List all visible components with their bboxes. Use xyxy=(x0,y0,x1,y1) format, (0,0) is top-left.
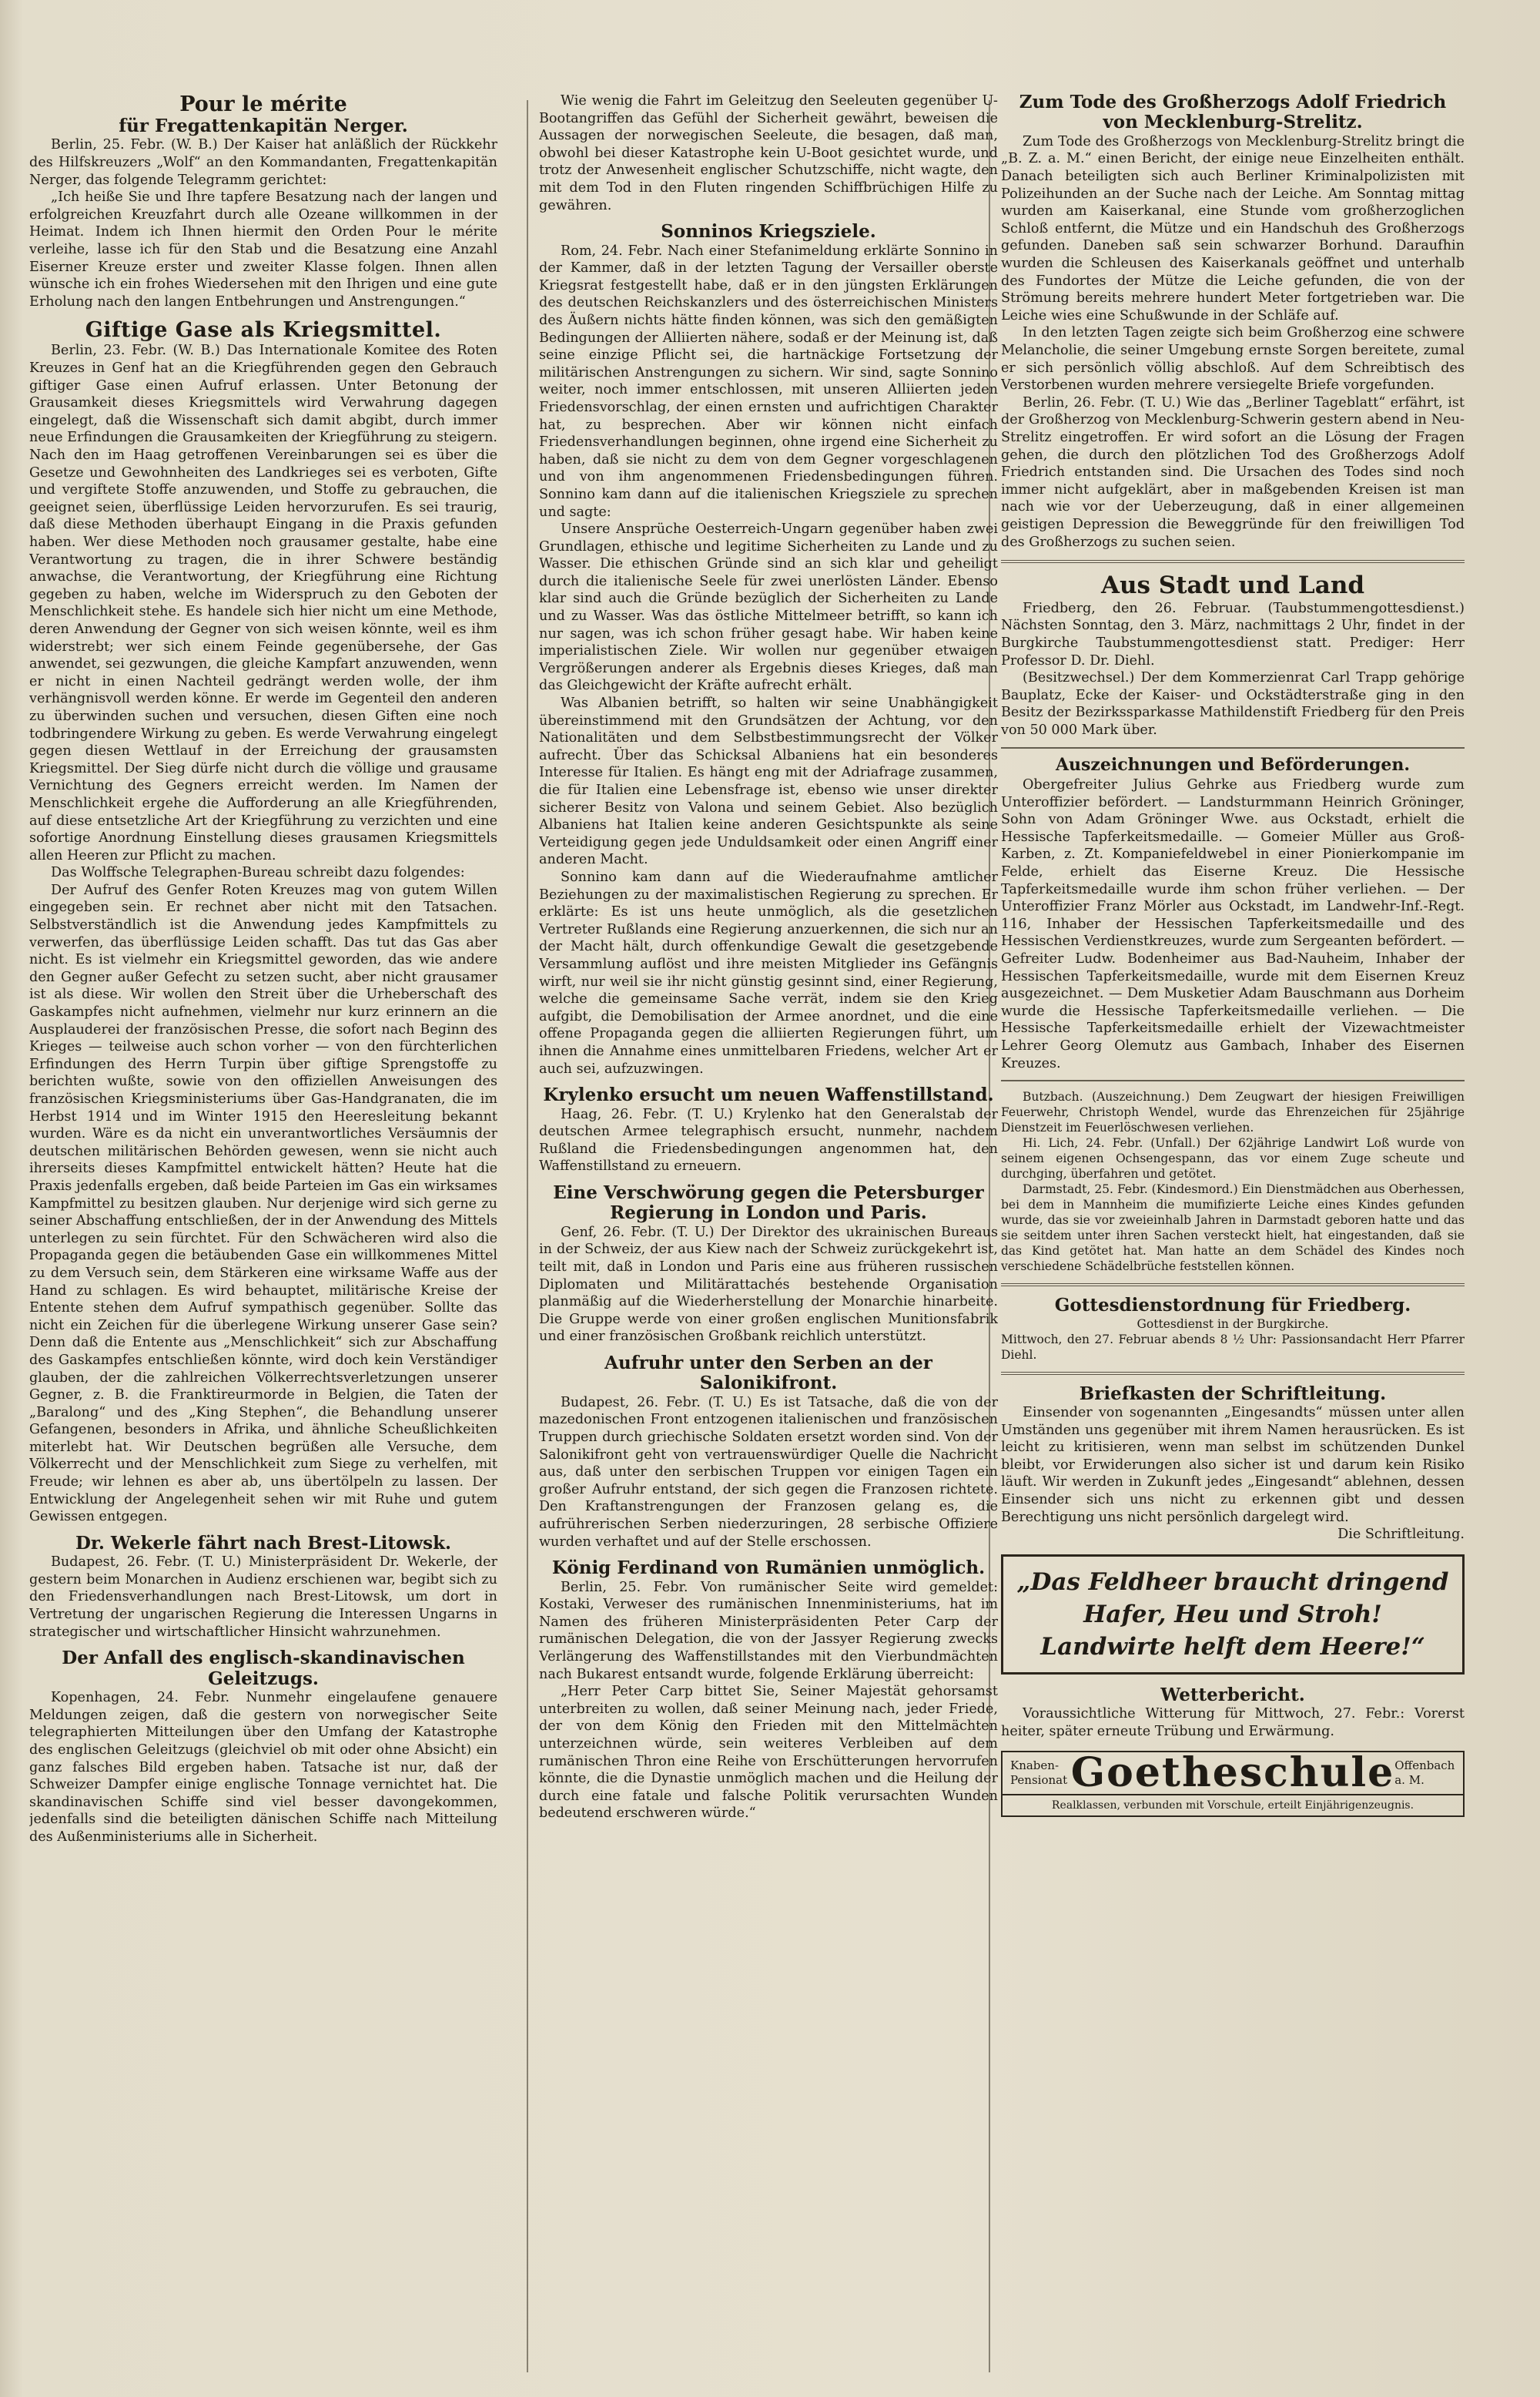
column-1 xyxy=(29,92,497,1846)
section-rule xyxy=(1001,1372,1465,1375)
section-rule xyxy=(1001,560,1465,563)
column-2 xyxy=(539,92,998,1822)
headline: Pour le mérite xyxy=(179,92,347,116)
section-title: Wetterbericht. xyxy=(1160,1684,1305,1705)
section-auszeichnungen xyxy=(1001,756,1465,1073)
column-3 xyxy=(1001,92,1465,1817)
headline: Krylenko ersucht um neuen Waffenstillstand. xyxy=(543,1085,994,1106)
article-geleitzug-continued xyxy=(539,92,998,214)
paragraph: „Ich heiße Sie und Ihre tapfere Besatzung nach der langen und erfolgreichen Kreuzfahrt durch alle Ozeane willkommen in der Heimat. Indem ich Ihnen hiermit den Orden Pour le mérite verleihe, lasse ich für den Stab und die Besatzung eine Anzahl Eiserner Kreuze erster und zweiter Klasse folgen. Ihnen allen wünsche ich ein frohes Wiedersehen mit den Ihrigen und eine gute Erholung nach den langen Entbehrungen und Anstrengungen.“ xyxy=(29,189,497,310)
paragraph: Berlin, 23. Febr. (W. B.) Das Internationale Komitee des Roten Kreuzes in Genf hat an die Kriegführenden gegen den Gebrauch giftiger Gase einen Aufruf erlassen. Unter Betonung der Grausamkeit dieses Kriegsmittels wird Verwahrung dagegen eingelegt, daß die Wissenschaft sich damit abgibt, durch immer neue Erfindungen die Grausamkeiten der Kriegführung zu steigern. Nach den im Haag getroffenen Vereinbarungen sei es über die Gesetze und Gewohnheiten des Landkrieges sei es verboten, Gifte und vergiftete Stoffe anzuwenden, und Stoffe zu gebrauchen, die geeignet seien, überflüssige Leiden hervorzurufen. Es sei traurig, daß diese Methoden überhaupt Eingang in die Praxis gefunden haben. Wer diese Methoden noch grausamer gestalte, habe eine Verantwortung zu tragen, die in ihrer Schwere beständig anwachse, die Verantwortung, der Kriegführung eine Richtung gegeben zu haben, welche im Widerspruch zu den Geboten der Menschlichkeit stehe. Es handele sich hier nicht um eine Methode, deren Anwendung der Gegner von sich weisen könnte, weil es ihm widerstrebt; wer sich einem Feinde gegenübersehe, der Gas anwendet, sei gezwungen, die gleiche Kampfart anzuwenden, wenn er nicht in einen Nachteil gedrängt werden wolle, der ihm verhängnisvoll werden könne. Er werde im Gegenteil den anderen zu überwinden suchen und versuchen, diesen Giften eine noch todbringendere Wirkung zu geben. Es werde Verwahrung eingelegt gegen diesen Wettlauf in der Erreichung der grausamsten Kriegsmittel. Der Sieg dürfe nicht durch die völlige und grausame Vernichtung des Gegners erreicht werden. Im Namen der Menschlichkeit ergehe die Aufforderung an alle Kriegführenden, auf diese entsetzliche Art der Kriegführung zu verzichten und eine sofortige Anordnung Einstellung dieses grausamen Kriegsmittels allen Heeren zur Pflicht zu machen. xyxy=(29,343,497,863)
section-local-news xyxy=(1001,1089,1465,1274)
paragraph: Budapest, 26. Febr. (T. U.) Es ist Tatsache, daß die von der mazedonischen Front entzogenen italienischen und französischen Truppen durch griechische Soldaten ersetzt worden sind. Von der Salonikifront geht von vertrauenswürdiger Quelle die Nachricht aus, daß unter den serbischen Truppen vor einigen Tagen ein großer Aufruhr entstand, der sich gegen die Franzosen richtete. Den Kraftanstrengungen der Franzosen gelang es, die aufrührerischen Serben niederzuringen, 28 serbische Offiziere wurden verhaftet und auf der Stelle erschossen. xyxy=(539,1394,998,1550)
paragraph: Voraussichtliche Witterung für Mittwoch, 27. Febr.: Vorerst heiter, später erneute Trübung und Erwärmung. xyxy=(1001,1706,1465,1739)
article-pour-le-merite xyxy=(29,92,497,310)
article-wekerle xyxy=(29,1534,497,1641)
article-grossherzog xyxy=(1001,92,1465,551)
paragraph: „Herr Peter Carp bittet Sie, Seiner Majestät gehorsamst unterbreiten zu wollen, daß seiner Meinung nach, jeder Friede, der von dem König den Frieden mit den Mittelmächten unterzeichnen würde, sein weiteres Verbleiben auf dem rumänischen Thron eine Reihe von Erschütterungen hervorrufen könnte, die die Dynastie unmöglich machen und die Heilung der durch eine fatale und falsche Politik verursachten Wunden bedeutend erschweren würde.“ xyxy=(539,1684,998,1822)
paragraph: Einsender von sogenannten „Eingesandts“ müssen unter allen Umständen uns gegenüber mit ihrem Namen herausrücken. Es ist leicht zu kritisieren, wenn man selbst im schützenden Dunkel bleibt, vor Erwiderungen also sicher ist und darum kein Risiko läuft. Wir werden in Zukunft jedes „Eingesandt“ ablehnen, dessen Einsender sich uns nicht zu erkennen gibt und dessen Berechtigung uns nicht persönlich dargelegt wird. xyxy=(1001,1405,1465,1525)
ad-left-text: Knaben-Pensionat xyxy=(1010,1758,1068,1788)
section-title: Gottesdienstordnung für Friedberg. xyxy=(1054,1295,1411,1316)
headline: Eine Verschwörung gegen die Petersburger Regierung in London und Paris. xyxy=(553,1182,984,1224)
ad-right-text: Offenbach a. M. xyxy=(1394,1758,1455,1788)
advertisement-goetheschule xyxy=(1001,1751,1465,1795)
paragraph: In den letzten Tagen zeigte sich beim Großherzog eine schwere Melancholie, die seiner Umgebung ernste Sorgen bereitete, zumal er sich persönlich völlig abschloß. Auf dem Schreibtisch des Verstorbenen wurden mehrere versiegelte Briefe vorgefunden. xyxy=(1001,325,1465,394)
article-ferdinand xyxy=(539,1558,998,1822)
section-rule xyxy=(1001,1080,1465,1081)
paragraph: Was Albanien betrifft, so halten wir seine Unabhängigkeit übereinstimmend mit den Grundsätzen der Achtung, vor den Nationalitäten und dem Selbstbestimmungsrecht der Völker aufrecht. Über das Schicksal Albaniens hat ein besonderes Interesse für Italien. Es hängt eng mit der Adriafrage zusammen, die für Italien eine Lebensfrage ist, ebenso wie unser direkter sicherer Besitz von Valona und seinem Gebiet. Also bezüglich Albaniens hat Italien keine anderen Gesichtspunkte als seine Verteidigung gegen jede Unduldsamkeit oder einen Angriff einer anderen Macht. xyxy=(539,696,998,868)
headline: Sonninos Kriegsziele. xyxy=(661,221,876,243)
paragraph: Das Wolffsche Telegraphen-Bureau schreibt dazu folgendes: xyxy=(51,865,465,881)
section-title: Briefkasten der Schriftleitung. xyxy=(1079,1383,1387,1404)
article-saloniki xyxy=(539,1353,998,1551)
paragraph: (Besitzwechsel.) Der dem Kommerzienrat Carl Trapp gehörige Bauplatz, Ecke der Kaiser- und Ockstädterstraße ging in den Besitz der Bezirkssparkasse Mathildenstift Friedberg für den Preis von 50 000 Mark über. xyxy=(1001,670,1465,738)
article-sonnino xyxy=(539,222,998,1078)
column-divider xyxy=(527,100,528,2372)
appeal-line: Hafer, Heu und Stroh! xyxy=(1083,1600,1382,1628)
headline: König Ferdinand von Rumänien unmöglich. xyxy=(551,1557,986,1579)
paragraph: Hi. Lich, 24. Febr. (Unfall.) Der 62jährige Landwirt Loß wurde von seinem eigenen Ochsengespann, das vor einem Zuge scheute und durchging, überfahren und getötet. xyxy=(1001,1136,1465,1182)
appeal-line: „Das Feldheer braucht dringend xyxy=(1016,1567,1449,1596)
paragraph: Berlin, 26. Febr. (T. U.) Wie das „Berliner Tageblatt“ erfährt, ist der Großherzog von Mecklenburg-Schwerin gestern abend in Neu-Strelitz eingetroffen. Er wird sofort an die Lösung der Fragen gehen, die durch den plötzlichen Tod des Großherzogs Adolf Friedrich entstanden sind. Die Ursachen des Todes sind noch immer nicht aufgeklärt, aber in maßgebenden Kreisen ist man nach wie vor der Ueberzeugung, daß in einer allgemeinen geistigen Depression die Beweggründe für den freiwilligen Tod des Großherzogs zu suchen seien. xyxy=(1001,394,1465,550)
section-rule xyxy=(1001,1283,1465,1286)
appeal-box xyxy=(1001,1554,1465,1675)
paragraph: Wie wenig die Fahrt im Geleitzug den Seeleuten gegenüber U-Bootangriffen das Gefühl der Sicherheit gewährt, beweisen die Aussagen der norwegischen Seeleute, die besagen, daß man, obwohl bei dieser Katastrophe kein U-Boot gesichtet wurde, und trotz der Anwesenheit englischer Schutzschiffe, nicht wagte, den mit dem Tod in den Fluten ringenden Schiffbrüchigen Hilfe zu gewähren. xyxy=(539,93,998,213)
section-wetterbericht xyxy=(1001,1685,1465,1741)
ad-note: Realklassen, verbunden mit Vorschule, erteilt Einjährigenzeugnis. xyxy=(1001,1795,1465,1817)
paragraph: Haag, 26. Febr. (T. U.) Krylenko hat den Generalstab der deutschen Armee telegraphisch ersucht, nunmehr, nachdem Rußland die Friedensbedingungen angenommen hat, den Waffenstillstand zu erneuern. xyxy=(539,1106,998,1175)
article-krylenko xyxy=(539,1085,998,1175)
subtitle: Gottesdienst in der Burgkirche. xyxy=(1137,1316,1329,1331)
paragraph: Der Aufruf des Genfer Roten Kreuzes mag von gutem Willen eingegeben sein. Er rechnet aber nicht mit den Tatsachen. Selbstverständlich ist die Anwendung jedes Kampfmittels zu verwerfen, das überflüssige Leiden schafft. Das tut das Gas aber nicht. Es ist vielmehr ein Kriegsmittel geworden, das wie andere den Gegner außer Gefecht zu setzen sucht, aber nicht grausamer ist als diese. Wir wollen den Streit über die Urheberschaft des Gaskampfes nicht aufnehmen, vielmehr nur kurz erinnern an die Ausplauderei der französischen Presse, die sofort nach Beginn des Krieges — teilweise auch schon vorher — von den fürchterlichen Erfindungen des Herrn Turpin über giftige Sprengstoffe zu berichten wußte, sowie von den offiziellen Anweisungen des französischen Kriegsministeriums über Gas-Handgranaten, die im Herbst 1914 und im Winter 1915 den Heeresleitung bekannt wurden. Wäre es da nicht ein unverantwortliches Versäumnis der deutschen militärischen Behörden gewesen, wenn sie nicht auch ihrerseits dieses Kampfmittel entwickelt hätten? Heute hat die Praxis jedenfalls ergeben, daß beide Parteien im Gas ein wirksames Kampfmittel zu besitzen glauben. Nur derjenige wird sich gerne zu seiner Abschaffung entschließen, der in der Anwendung des Mittels unterlegen zu sein fürchtet. Für den Schwächeren wird also die Propaganda gegen die betäubenden Gase ein willkommenes Mittel zu dem Versuch sein, dem Stärkeren eine wirksame Waffe aus der Hand zu schlagen. Es wird behauptet, militärische Kreise der Entente stehen dem Aufruf sympathisch gegenüber. Sollte das nicht ein Zeichen für die überlegene Wirkung unserer Gase sein? Denn daß die Entente aus „Menschlichkeit“ sich zur Abschaffung des Gaskampfes entschließen könnte, wird doch kein Verständiger glauben, der die zahlreichen Völkerrechtsverletzungen unserer Gegner, z. B. die Franktireurmorde in Belgien, die Taten der „Baralong“ und des „King Stephen“, die Behandlung unserer Gefangenen, besonders in Afrika, und ähnliche Scheußlichkeiten miterlebt hat. Wir Deutschen begrüßen alle Versuche, dem Völkerrecht und der Menschlichkeit zum Siege zu verhelfen, mit Freude; wir lehnen es aber ab, uns übertölpeln zu lassen. Der Entwicklung der Angelegenheit sehen wir mit Ruhe und gutem Gewissen entgegen. xyxy=(29,882,497,1525)
headline: Aufruhr unter den Serben an der Salonikifront. xyxy=(604,1352,932,1394)
paragraph: Zum Tode des Großherzogs von Mecklenburg-Strelitz bringt die „B. Z. a. M.“ einen Bericht, der einige neue Einzelheiten enthält. Danach beteiligten sich auch Berliner Kriminalpolizisten mit Polizeihunden an der Suche nach der Leiche. Am Sonntag mittag wurden am Kaiserkanal, eine Stunde vom großherzoglichen Schloß entfernt, die Mütze und ein Handschuh des Großherzogs gefunden. Daneben saß sein schwarzer Borhund. Daraufhin wurden die Schleusen des Kaiserkanals geöffnet und unterhalb des Fundortes der Mütze die Leiche gefunden, die von der Strömung bereits mehrere hundert Meter fortgetrieben war. Die Leiche wies eine Schußwunde in der Schläfe auf. xyxy=(1001,133,1465,324)
paragraph: Berlin, 25. Febr. Von rumänischer Seite wird gemeldet: Kostaki, Verweser des rumänischen Innenministeriums, hat im Namen des früheren Ministerpräsidenten Peter Carp der rumänischen Delegation, die von der Jassyer Regierung zwecks Verlängerung des Waffenstillstandes mit den Vierbundmächten nach Bukarest entsandt wurde, folgende Erklärung überreicht: xyxy=(539,1579,998,1682)
section-stadt-und-land xyxy=(1001,572,1465,739)
subsection-title: Auszeichnungen und Beförderungen. xyxy=(1055,754,1411,775)
paragraph: Berlin, 25. Febr. (W. B.) Der Kaiser hat anläßlich der Rückkehr des Hilfskreuzers „Wolf“ an den Kommandanten, Fregattenkapitän Nerger, das folgende Telegramm gerichtet: xyxy=(29,137,497,188)
paragraph: Genf, 26. Febr. (T. U.) Der Direktor des ukrainischen Bureaus in der Schweiz, der aus Kiew nach der Schweiz zurückgekehrt ist, teilt mit, daß in London und Paris eine aus früheren russischen Diplomaten und Militärattachés bestehende Organisation planmäßig auf die Wiederherstellung der Monarchie hinarbeite. Die Gruppe werde von einer großen englischen Munitionsfabrik und einer französischen Großbank reichlich unterstützt. xyxy=(539,1224,998,1345)
article-giftige-gase xyxy=(29,318,497,1525)
paragraph: Budapest, 26. Febr. (T. U.) Ministerpräsident Dr. Wekerle, der gestern beim Monarchen in Audienz erschienen war, begibt sich zu den Friedensverhandlungen nach Brest-Litowsk, um dort in Vertretung der ungarischen Regierung die Interessen Ungarns in strategischer und wirtschaftlicher Hinsicht wahrzunehmen. xyxy=(29,1554,497,1640)
subheadline: für Fregattenkapitän Nerger. xyxy=(119,116,408,137)
ad-school-name: Goetheschule xyxy=(1070,1749,1395,1797)
appeal-line: Landwirte helft dem Heere!“ xyxy=(1040,1632,1425,1661)
headline: Zum Tode des Großherzogs Adolf Friedrich von Mecklenburg-Strelitz. xyxy=(1019,92,1447,133)
headline: Giftige Gase als Kriegsmittel. xyxy=(85,318,442,343)
paragraph: Darmstadt, 25. Febr. (Kindesmord.) Ein Dienstmädchen aus Oberhessen, bei dem in Mannheim die mumifizierte Leiche eines Kindes gefunden wurde, das sie vor zweieinhalb Jahren in Darmstadt geboren hatte und das sie seitdem unter ihren Sachen versteckt hielt, hat eingestanden, daß sie das Kind getötet hat. Man hatte an dem Schädel des Kindes noch verschiedene Schädelbrüche feststellen können. xyxy=(1001,1182,1465,1274)
paragraph: Butzbach. (Auszeichnung.) Dem Zeugwart der hiesigen Freiwilligen Feuerwehr, Christoph Wendel, wurde das Ehrenzeichen für 25jährige Dienstzeit im Feuerlöschwesen verliehen. xyxy=(1001,1090,1465,1135)
paragraph: Rom, 24. Febr. Nach einer Stefanimeldung erklärte Sonnino in der Kammer, daß in der letzten Tagung der Versailler oberste Kriegsrat festgestellt habe, daß er in den jüngsten Erklärungen des deutschen Reichskanzlers und des österreichischen Ministers des Äußern nichts hätte finden können, was sich den gemäßigten Bedingungen der Alliierten nähere, sodaß er der Meinung ist, daß seine einzige Pflicht sei, die hartnäckige Fortsetzung der militärischen Anstrengungen zu sichern. Wir sind, sagte Sonnino weiter, noch immer entschlossen, mit unseren Alliierten jeden Friedensvorschlag, der einen ernsten und aufrichtigen Charakter hat, zu besprechen. Aber wir können nicht einfach Friedensverhandlungen beginnen, ohne irgend eine Sicherheit zu haben, daß sie nicht zu dem von dem Gegner vorgeschlagenen und von ihm angenommenen Friedensbedingungen führen. Sonnino kam dann auf die italienischen Kriegsziele zu sprechen und sagte: xyxy=(539,243,998,520)
paragraph: Sonnino kam dann auf die Wiederaufnahme amtlicher Beziehungen zu der maximalistischen Regierung zu sprechen. Er erklärte: Es ist uns heute unmöglich, als die gesetzlichen Vertreter Rußlands eine Regierung anzuerkennen, die sich nur an der Macht hält, durch offenkundige Gewalt die gesetzgebende Versammlung auflöst und ihre meisten Mitglieder ins Gefängnis wirft, nur weil sie ihr nicht günstig gesinnt sind, einer Regierung, welche die gemeinsame Sache verrät, indem sie den Krieg aufgibt, die Demobilisation der Armee anordnet, und die eine offene Propaganda gegen die alliierten Regierungen führt, um ihnen die Annahme eines unmittelbaren Friedens, welcher Art er auch sei, aufzuzwingen. xyxy=(539,869,998,1077)
section-gottesdienst xyxy=(1001,1296,1465,1362)
service-line: Mittwoch, den 27. Februar abends 8 ½ Uhr: Passionsandacht Herr Pfarrer Diehl. xyxy=(1001,1332,1465,1362)
section-rule xyxy=(1001,747,1465,749)
paragraph: Friedberg, den 26. Februar. (Taubstummengottesdienst.) Nächsten Sonntag, den 3. März, nachmittags 2 Uhr, findet in der Burgkirche Taubstummengottesdienst statt. Prediger: Herr Professor D. Dr. Diehl. xyxy=(1001,600,1465,669)
paragraph: Obergefreiter Julius Gehrke aus Friedberg wurde zum Unteroffizier befördert. — Landsturmmann Heinrich Gröninger, Sohn von Adam Gröninger Wwe. aus Ockstadt, erhielt die Hessische Tapferkeitsmedaille. — Gomeier Müller aus Groß-Karben, z. Zt. Kompaniefeldwebel in einer Pionierkompanie im Felde, erhielt das Eiserne Kreuz. Die Hessische Tapferkeitsmedaille wurde ihm schon früher verliehen. — Der Unteroffizier Franz Mörler aus Ockstadt, im Landwehr-Inf.-Regt. 116, Inhaber der Hessischen Tapferkeitsmedaille und des Hessischen Verdienstkreuzes, wurde zum Sergeanten befördert. — Gefreiter Ludw. Bodenheimer aus Bad-Nauheim, Inhaber der Hessischen Tapferkeitsmedaille, wurde mit dem Eisernen Kreuz ausgezeichnet. — Dem Musketier Adam Bauschmann aus Dorheim wurde die Hessische Tapferkeitsmedaille verliehen. — Die Hessische Tapferkeitsmedaille erhielt der Vizewachtmeister Lehrer Georg Olemutz aus Gambach, Inhaber des Eisernen Kreuzes. xyxy=(1001,777,1465,1071)
headline: Der Anfall des englisch-skandinavischen Geleitzugs. xyxy=(62,1648,465,1689)
paragraph: Kopenhagen, 24. Febr. Nunmehr eingelaufene genauere Meldungen zeigen, daß die gestern von norwegischer Seite telegraphierten Mitteilungen über den Umfang der Katastrophe des englischen Geleitzugs (gleichviel ob mit oder ohne Absicht) ein ganz falsches Bild ergeben haben. Tatsache ist nur, daß der Schweizer Dampfer einige englische Tonnage vernichtet hat. Die skandinavischen Schiffe sind viel besser davongekommen, jedenfalls sind die beteiligten dänischen Schiffe nach Mitteilung des Außenministeriums alle in Sicherheit. xyxy=(29,1690,497,1845)
signature: Die Schriftleitung. xyxy=(1337,1527,1465,1543)
section-briefkasten xyxy=(1001,1384,1465,1544)
paragraph: Unsere Ansprüche Oesterreich-Ungarn gegenüber haben zwei Grundlagen, ethische und legitime Sicherheiten zu Lande und zu Wasser. Die ethischen Gründe sind an sich klar und geheiligt durch die italienische Seele für zwei unerlösten Länder. Ebenso klar sind auch die Gründe bezüglich der Sicherheiten zu Lande und zu Wasser. Was das östliche Mittelmeer betrifft, so kann ich nur sagen, was ich schon früher gesagt habe. Wir haben keine imperialistischen Ziele. Wir wollen nur gegenüber etwaigen Vergrößerungen anderer als Ergebnis dieses Krieges, daß man das Gleichgewicht der Kräfte aufrecht erhält. xyxy=(539,521,998,694)
article-verschwoerung xyxy=(539,1183,998,1346)
headline: Dr. Wekerle fährt nach Brest-Litowsk. xyxy=(75,1532,452,1554)
article-geleitzug xyxy=(29,1648,497,1846)
section-title: Aus Stadt und Land xyxy=(1100,572,1365,600)
